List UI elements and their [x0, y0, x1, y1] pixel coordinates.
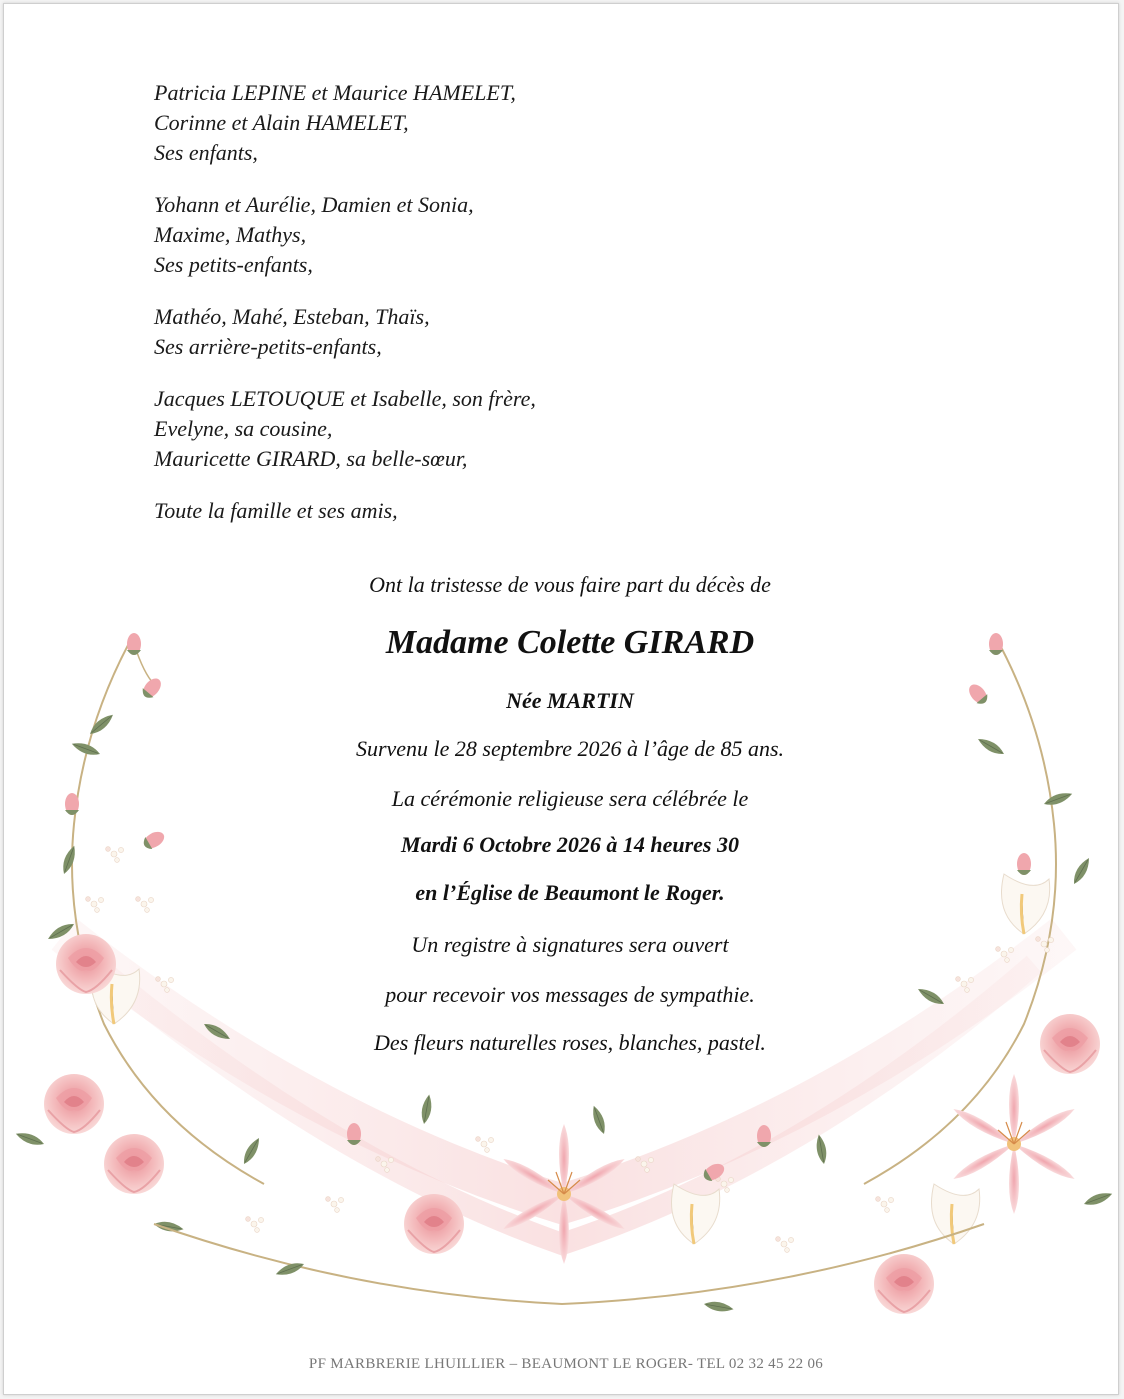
- death-date-age: Survenu le 28 septembre 2026 à l’âge de 85 ans.: [355, 736, 785, 761]
- ceremony-intro: La cérémonie religieuse sera célébrée le: [391, 786, 749, 811]
- family-line: Evelyne, sa cousine,: [154, 416, 333, 441]
- funeral-home-footer: PF MARBRERIE LHUILLIER – BEAUMONT LE ROGER- TEL 02 32 45 22 06: [308, 1356, 824, 1372]
- family-line: Ses petits-enfants,: [154, 252, 313, 277]
- family-list: [154, 78, 794, 526]
- family-line: Ses arrière-petits-enfants,: [154, 334, 382, 359]
- family-group-all: [154, 496, 794, 526]
- floral-garland-decoration: [4, 604, 1119, 1344]
- family-group-great-grandchildren: [154, 302, 794, 362]
- family-group-grandchildren: [154, 190, 794, 280]
- obituary-card: [3, 3, 1119, 1395]
- registry-note-2: pour recevoir vos messages de sympathie.: [385, 982, 755, 1007]
- ceremony-date: Mardi 6 Octobre 2026 à 14 heures 30: [401, 832, 739, 857]
- family-line: Mauricette GIRARD, sa belle-sœur,: [154, 446, 468, 471]
- flowers-note: Des fleurs naturelles roses, blanches, pastel.: [374, 1030, 766, 1055]
- family-line: Yohann et Aurélie, Damien et Sonia,: [154, 192, 474, 217]
- family-line: Jacques LETOUQUE et Isabelle, son frère,: [154, 386, 536, 411]
- family-line: Patricia LEPINE et Maurice HAMELET,: [154, 80, 516, 105]
- family-line: Mathéo, Mahé, Esteban, Thaïs,: [154, 304, 430, 329]
- family-line: Toute la famille et ses amis,: [154, 498, 398, 523]
- family-group-children: [154, 78, 794, 168]
- registry-note: Un registre à signatures sera ouvert: [411, 932, 729, 957]
- family-line: Maxime, Mathys,: [154, 222, 307, 247]
- maiden-name: Née MARTIN: [506, 688, 634, 713]
- family-line: Corinne et Alain HAMELET,: [154, 110, 409, 135]
- family-line: Ses enfants,: [154, 140, 258, 165]
- ceremony-location: en l’Église de Beaumont le Roger.: [415, 880, 725, 905]
- deceased-name: Madame Colette GIRARD: [385, 624, 755, 661]
- announcement-intro: Ont la tristesse de vous faire part du décès de: [369, 572, 771, 597]
- family-group-relatives: [154, 384, 794, 474]
